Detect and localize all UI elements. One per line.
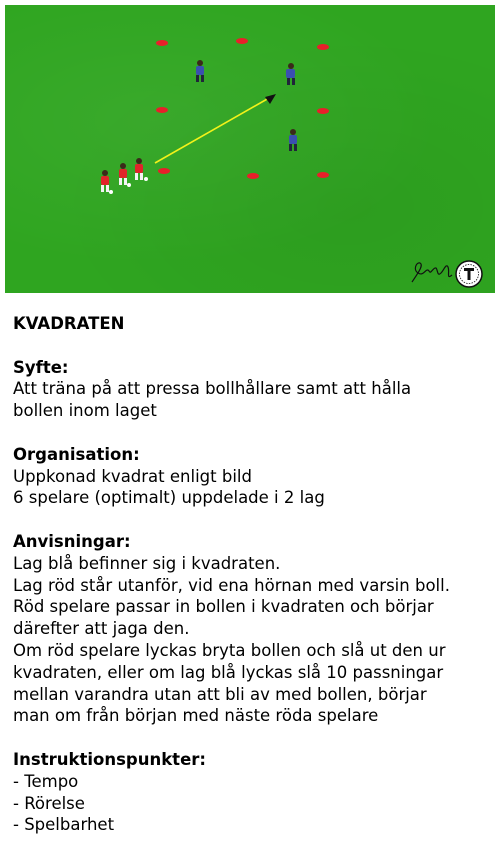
- club-logo: [456, 261, 482, 287]
- drill-diagram: [5, 5, 495, 293]
- text-line: Om röd spelare lyckas bryta bollen och slå ut den ur: [13, 640, 446, 660]
- document-title: KVADRATEN: [13, 314, 125, 333]
- cone: [317, 108, 329, 114]
- list-item: - Rörelse: [13, 793, 85, 813]
- section-anvisningar: [13, 531, 493, 727]
- pass-arrow: [155, 94, 276, 163]
- blue-player: [286, 63, 295, 85]
- section-organisation: [13, 444, 493, 509]
- red-player: [119, 163, 131, 187]
- drill-diagram-svg: [5, 5, 495, 293]
- cone: [156, 40, 168, 46]
- cone: [317, 44, 329, 50]
- cones: [156, 38, 329, 179]
- section-instruktionspunkter: [13, 749, 493, 836]
- section-heading: Instruktionspunkter:: [13, 749, 206, 769]
- cone: [317, 172, 329, 178]
- section-heading: Syfte:: [13, 357, 69, 377]
- cone: [156, 107, 168, 113]
- text-line: Lag blå befinner sig i kvadraten.: [13, 553, 281, 573]
- text-line: därefter att jaga den.: [13, 619, 190, 639]
- drill-description: [13, 313, 493, 836]
- text-line: Röd spelare passar in bollen i kvadraten och börjar: [13, 597, 434, 617]
- text-line: bollen inom laget: [13, 401, 157, 421]
- cone: [236, 38, 248, 44]
- section-syfte: [13, 357, 493, 422]
- text-line: man om från början med näste röda spelare: [13, 706, 379, 726]
- section-heading: Organisation:: [13, 444, 140, 464]
- text-line: kvadraten, eller om lag blå lyckas slå 10 passningar: [13, 662, 444, 682]
- text-line: 6 spelare (optimalt) uppdelade i 2 lag: [13, 488, 325, 508]
- blue-player: [289, 129, 297, 151]
- signature: [412, 263, 452, 282]
- text-line: Lag röd står utanför, vid ena hörnan med varsin boll.: [13, 575, 450, 595]
- text-line: Uppkonad kvadrat enligt bild: [13, 466, 252, 486]
- blue-player: [196, 60, 204, 82]
- cone: [247, 173, 259, 179]
- red-player: [101, 170, 113, 194]
- text-line: Att träna på att pressa bollhållare samt att hålla: [13, 379, 412, 399]
- section-heading: Anvisningar:: [13, 531, 131, 551]
- list-item: - Spelbarhet: [13, 815, 115, 835]
- cone: [158, 168, 170, 174]
- red-player: [135, 158, 148, 181]
- list-item: - Tempo: [13, 771, 79, 791]
- text-line: mellan varandra utan att bli av med bollen, börjar: [13, 684, 427, 704]
